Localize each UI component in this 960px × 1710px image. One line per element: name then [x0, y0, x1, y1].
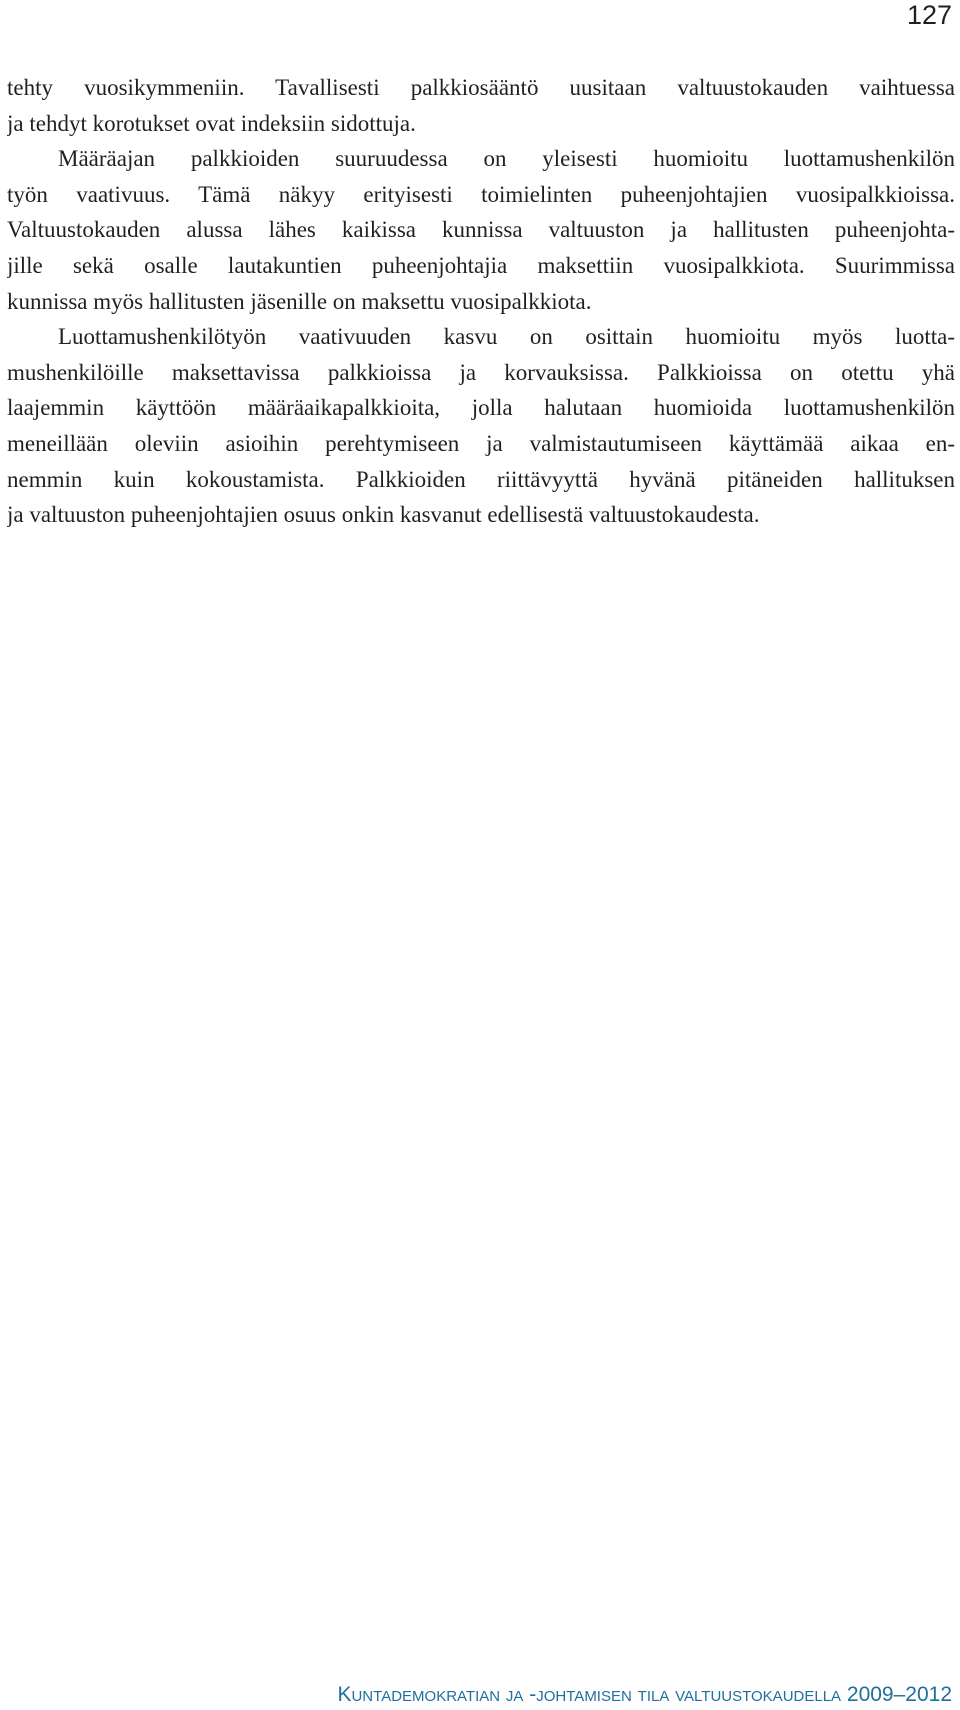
text-line: meneillään oleviin asioihin perehtymiseen ja valmistautumiseen käyttämää aikaa en-	[7, 430, 955, 456]
text-line: Luottamushenkilötyön vaativuuden kasvu on osittain huomioitu myös luotta-	[58, 324, 955, 350]
text-line: kunnissa myös hallitusten jäsenille on maksettu vuosipalkkiota.	[7, 288, 592, 314]
text-line: ja tehdyt korotukset ovat indeksiin sidottuja.	[7, 110, 416, 136]
body-text	[7, 70, 955, 533]
running-footer: Kuntademokratian ja -johtamisen tila valtuustokaudella 2009–2012	[337, 1683, 952, 1706]
text-line: tehty vuosikymmeniin. Tavallisesti palkkiosääntö uusitaan valtuustokauden vaihtuessa	[7, 75, 955, 100]
text-line: työn vaativuus. Tämä näkyy erityisesti toimielinten puheenjohtajien vuosipalkkioissa.	[7, 181, 955, 207]
page-number: 127	[906, 0, 952, 30]
text-line: Valtuustokauden alussa lähes kaikissa kunnissa valtuuston ja hallitusten puheenjohta-	[7, 217, 955, 243]
text-line: Määräajan palkkioiden suuruudessa on yleisesti huomioitu luottamushenkilön	[58, 146, 955, 172]
text-line: jille sekä osalle lautakuntien puheenjohtajia maksettiin vuosipalkkiota. Suurimmissa	[7, 252, 955, 278]
text-line: mushenkilöille maksettavissa palkkioissa ja korvauksissa. Palkkioissa on otettu yhä	[7, 359, 955, 385]
text-line: ja valtuuston puheenjohtajien osuus onkin kasvanut edellisestä valtuustokaudesta.	[7, 502, 760, 528]
text-line: nemmin kuin kokoustamista. Palkkioiden riittävyyttä hyvänä pitäneiden hallituksen	[7, 466, 955, 492]
text-line: laajemmin käyttöön määräaikapalkkioita, jolla halutaan huomioida luottamushenkilön	[7, 395, 955, 421]
